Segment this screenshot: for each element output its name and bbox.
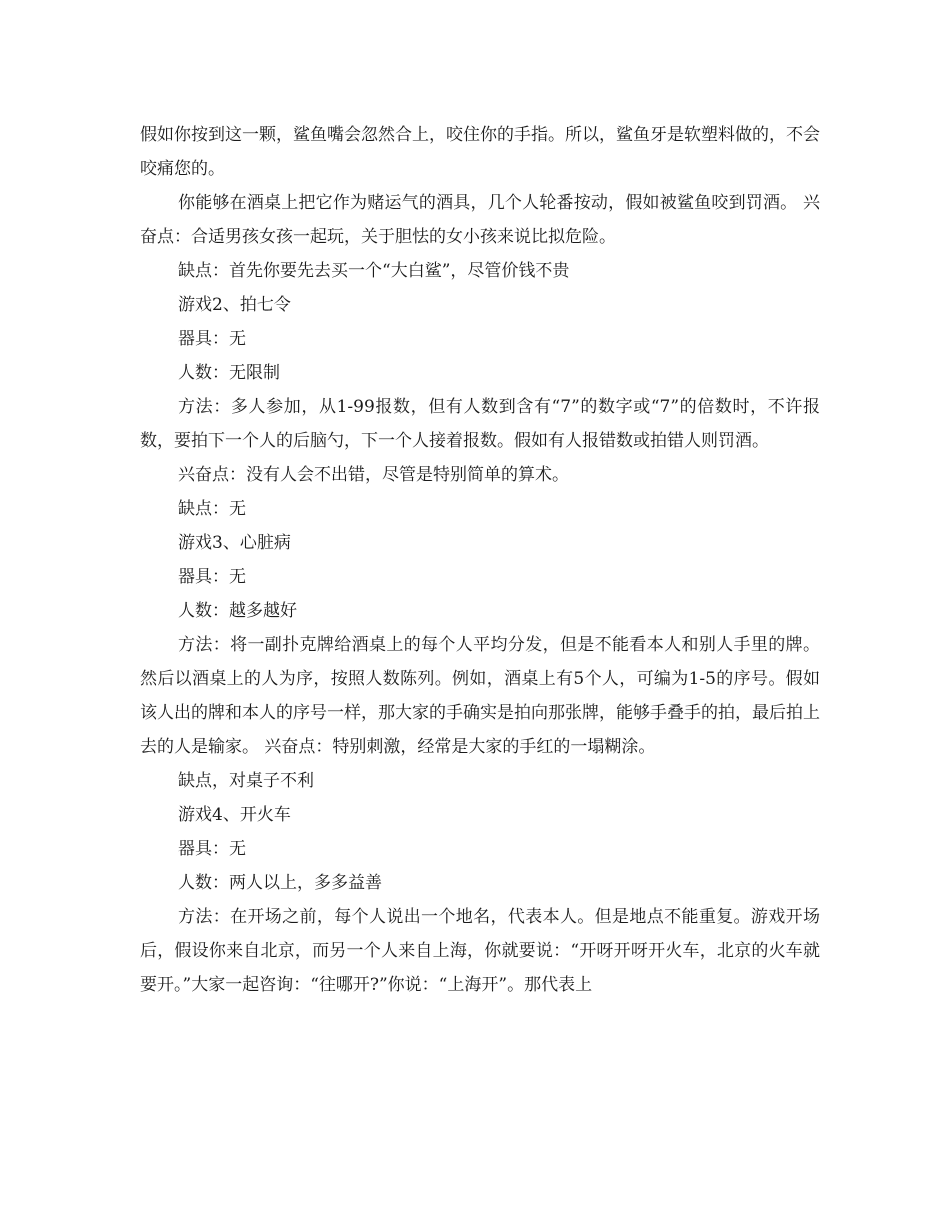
paragraph-game-3-drawback: 缺点，对桌子不利 — [178, 771, 314, 791]
paragraph-game-4-equipment: 器具：无 — [178, 839, 246, 859]
paragraph-game-3-players: 人数：越多越好 — [178, 601, 297, 621]
paragraph-game-3-equipment: 器具：无 — [178, 567, 246, 587]
document-body — [140, 118, 820, 1002]
paragraph-game-2-equipment: 器具：无 — [178, 329, 246, 349]
paragraph-game-4-players: 人数：两人以上，多多益善 — [178, 873, 382, 893]
paragraph-game-4-method: 方法：在开场之前，每个人说出一个地名，代表本人。但是地点不能重复。游戏开场后，假设你来自北京，而另一个人来自上海，你就要说：“开呀开呀开火车，北京的火车就要开。”大家一起咨询：“往哪开?”你说：“上海开”。那代表上 — [140, 907, 820, 995]
paragraph-game-2-players: 人数：无限制 — [178, 363, 280, 383]
paragraph-game-2-drawback: 缺点：无 — [178, 499, 246, 519]
paragraph-game-2-method: 方法：多人参加，从1-99报数，但有人数到含有“7”的数字或“7”的倍数时，不许报数，要拍下一个人的后脑勺，下一个人接着报数。假如有人报错数或拍错人则罚酒。 — [140, 397, 820, 451]
heading-game-2: 游戏2、拍七令 — [178, 295, 291, 315]
paragraph-shark-continued: 假如你按到这一颗，鲨鱼嘴会忽然合上，咬住你的手指。所以，鲨鱼牙是软塑料做的，不会咬痛您的。 — [140, 125, 820, 179]
paragraph-game-2-excitement: 兴奋点：没有人会不出错，尽管是特别简单的算术。 — [178, 465, 569, 485]
paragraph-shark-drawback: 缺点：首先你要先去买一个“大白鲨”，尽管价钱不贵 — [178, 261, 570, 281]
paragraph-game-3-method: 方法：将一副扑克牌给酒桌上的每个人平均分发，但是不能看本人和别人手里的牌。然后以酒桌上的人为序，按照人数陈列。例如，酒桌上有5个人，可编为1-5的序号。假如该人出的牌和本人的序号一样，那大家的手确实是拍向那张牌，能够手叠手的拍，最后拍上去的人是输家。 兴奋点：特别刺激，经常是大家的手红的一塌糊涂。 — [140, 635, 820, 757]
heading-game-3: 游戏3、心脏病 — [178, 533, 291, 553]
paragraph-shark-usage: 你能够在酒桌上把它作为赌运气的酒具，几个人轮番按动，假如被鲨鱼咬到罚酒。 兴奋点：合适男孩女孩一起玩，关于胆怯的女小孩来说比拟危险。 — [140, 193, 820, 247]
heading-game-4: 游戏4、开火车 — [178, 805, 291, 825]
